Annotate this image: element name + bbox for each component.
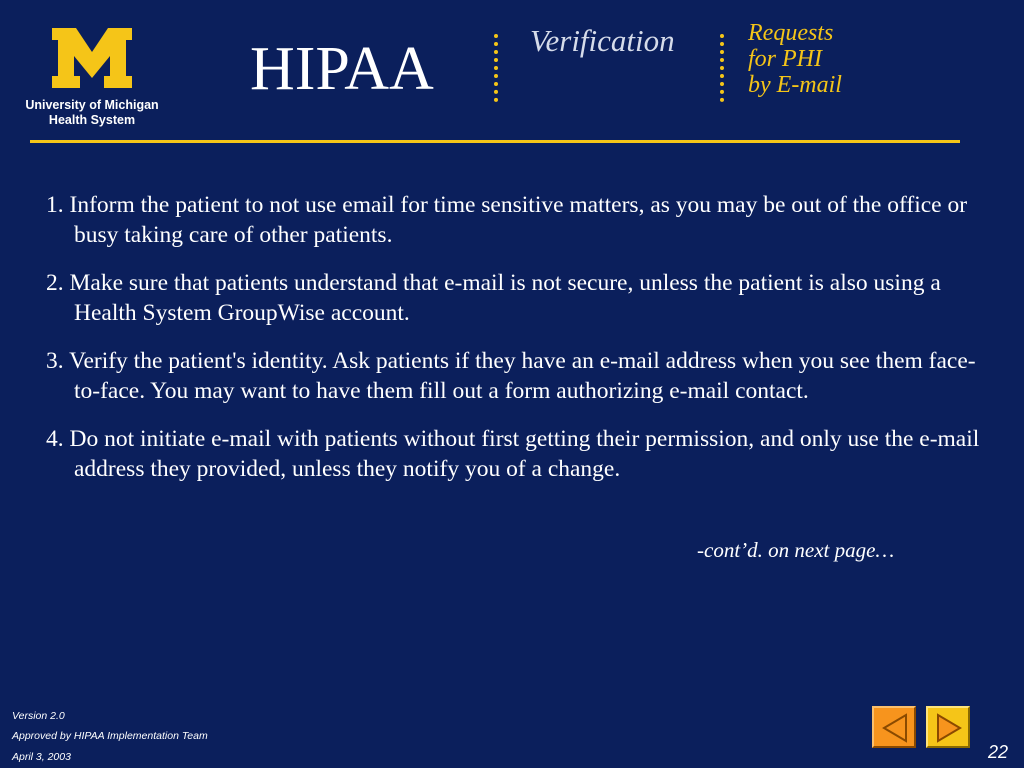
arrow-right-icon <box>934 713 964 743</box>
list-item: 3. Verify the patient's identity. Ask patients if they have an e-mail address when you see them face-to-face. You may want to have them fill out a form authorizing e-mail contact. <box>46 348 976 404</box>
logo-line-2: Health System <box>48 113 136 127</box>
instruction-list <box>46 190 986 502</box>
footer-date: April 3, 2003 <box>12 751 71 763</box>
header-rule <box>30 140 960 143</box>
page-title: HIPAA <box>250 35 434 103</box>
umhs-logo <box>22 26 162 130</box>
arrow-left-icon <box>880 713 910 743</box>
footer-approved: Approved by HIPAA Implementation Team <box>12 730 208 742</box>
topic-line-2: for PHI <box>748 46 822 72</box>
logo-line-1: University of Michigan <box>25 98 159 112</box>
continued-note: -cont’d. on next page… <box>697 538 895 562</box>
dotted-divider-1 <box>494 34 498 102</box>
topic-line-1: Requests <box>748 20 834 46</box>
list-item: 1. Inform the patient to not use email for time sensitive matters, as you may be out of the office or busy taking care of other patients. <box>46 192 968 248</box>
page-number: 22 <box>987 742 1008 762</box>
list-item: 2. Make sure that patients understand that e-mail is not secure, unless the patient is also using a Health System GroupWise account. <box>46 270 941 326</box>
next-slide-button[interactable] <box>926 706 970 748</box>
topic-line-3: by E-mail <box>748 72 842 98</box>
list-item: 4. Do not initiate e-mail with patients without first getting their permission, and only use the e-mail address they provided, unless they notify you of a change. <box>46 426 980 482</box>
topic-label <box>748 20 842 98</box>
block-m-icon <box>50 26 134 90</box>
previous-slide-button[interactable] <box>872 706 916 748</box>
section-label: Verification <box>530 23 675 58</box>
dotted-divider-2 <box>720 34 724 102</box>
footer-version: Version 2.0 <box>12 710 65 722</box>
